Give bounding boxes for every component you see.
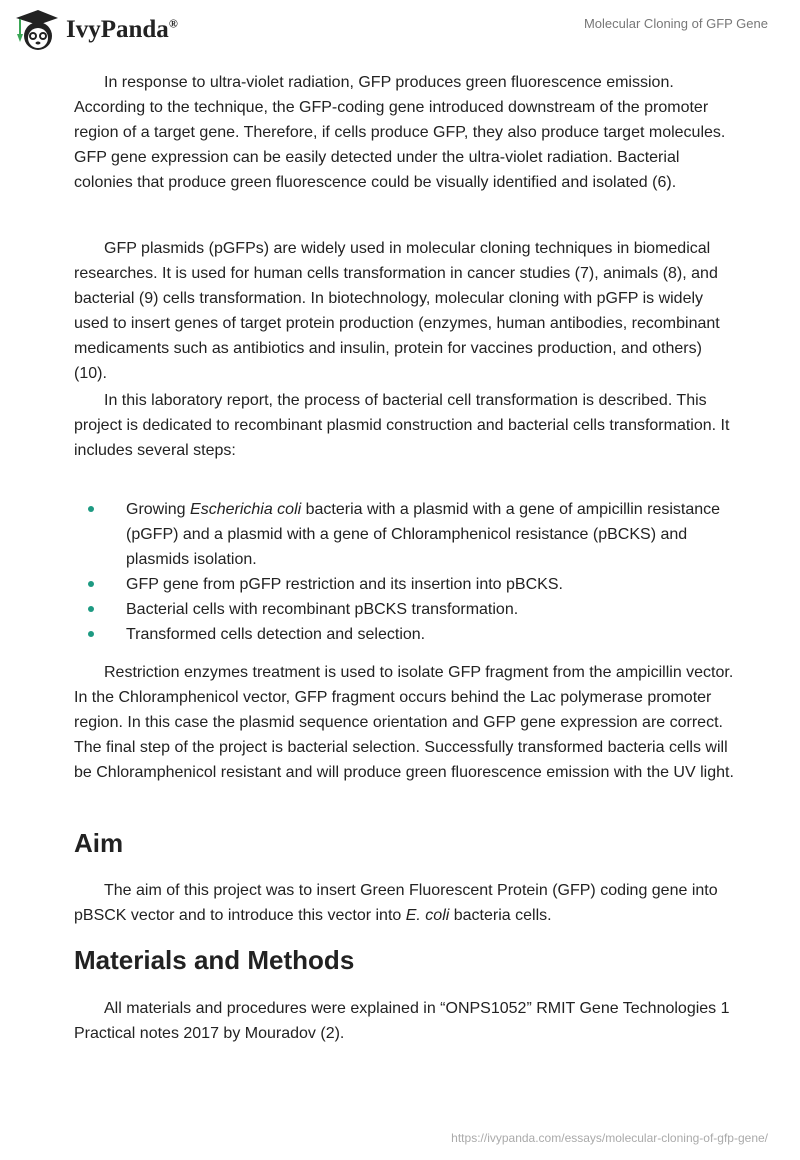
- bullet-text: bacteria with a plasmid with a gene of ampicillin resistance (pGFP) and a plasmid with a gene of Chloramphenicol resistance (pBCKS) and plasmids isolation.: [126, 501, 721, 568]
- bullet-icon: [88, 581, 94, 587]
- list-item: [74, 622, 734, 647]
- bullet-icon: [88, 506, 94, 512]
- bullet-text: Growing: [126, 501, 191, 518]
- steps-list: [74, 497, 734, 647]
- list-item: [74, 597, 734, 622]
- bullet-text: Bacterial cells with recombinant pBCKS transformation.: [126, 601, 519, 618]
- bullet-icon: [88, 606, 94, 612]
- paragraph-gfp-plasmids: GFP plasmids (pGFPs) are widely used in molecular cloning techniques in biomedical researches. It is used for human cells transformation in cancer studies (7), animals (8), and bacterial (9) cells transformation. In biotechnology, molecular cloning with pGFP is widely used to insert genes of target protein production (enzymes, human antibodies, recombinant medicaments such as antibiotics and insulin, protein for vaccines production, and others) (10).: [74, 240, 720, 382]
- list-item: [74, 497, 734, 572]
- heading-materials-methods: Materials and Methods: [74, 945, 355, 975]
- paragraph-aim: [74, 878, 734, 928]
- species-name: E. coli: [405, 907, 450, 924]
- paragraph-restriction: Restriction enzymes treatment is used to isolate GFP fragment from the ampicillin vector. In the Chloramphenicol vector, GFP fragment occurs behind the Lac polymerase promoter region. In this case the plasmid sequence orientation and GFP gene expression are correct. The final step of the project is bacterial selection. Successfully transformed bacteria cells will be Chloramphenicol resistant and will produce green fluorescence emission with the UV light.: [74, 664, 734, 781]
- logo-text: IvyPanda: [66, 16, 169, 43]
- paragraph-report-intro: In this laboratory report, the process of bacterial cell transformation is described. This project is dedicated to recombinant plasmid construction and bacterial cells transformation. It includes several steps:: [74, 392, 730, 459]
- bullet-icon: [88, 631, 94, 637]
- registered-mark: ®: [168, 16, 178, 31]
- aim-text: bacteria cells.: [449, 907, 552, 924]
- document-title: Molecular Cloning of GFP Gene: [583, 16, 768, 31]
- bullet-text: Transformed cells detection and selection.: [126, 626, 426, 643]
- panda-graduate-icon: [12, 8, 60, 52]
- paragraph-gfp-emission: In response to ultra-violet radiation, GFP produces green fluorescence emission. According to the technique, the GFP-coding gene introduced downstream of the promoter region of a target gene. Therefore, if cells produce GFP, they also produce target molecules. GFP gene expression can be easily detected under the ultra-violet radiation. Bacterial colonies that produce green fluorescence could be visually identified and isolated (6).: [74, 74, 726, 191]
- source-url[interactable]: https://ivypanda.com/essays/molecular-cloning-of-gfp-gene/: [451, 1131, 768, 1145]
- list-item: [74, 572, 734, 597]
- ivypanda-logo[interactable]: [12, 8, 178, 52]
- species-name: Escherichia coli: [190, 501, 302, 518]
- paragraph-methods: All materials and procedures were explained in “ONPS1052” RMIT Gene Technologies 1 Practical notes 2017 by Mouradov (2).: [74, 1000, 730, 1042]
- heading-aim: Aim: [74, 828, 124, 858]
- bullet-text: GFP gene from pGFP restriction and its insertion into pBCKS.: [126, 576, 563, 593]
- aim-text: The aim of this project was to insert Green Fluorescent Protein (GFP) coding gene into pBSCK vector and to introduce this vector into: [74, 882, 718, 924]
